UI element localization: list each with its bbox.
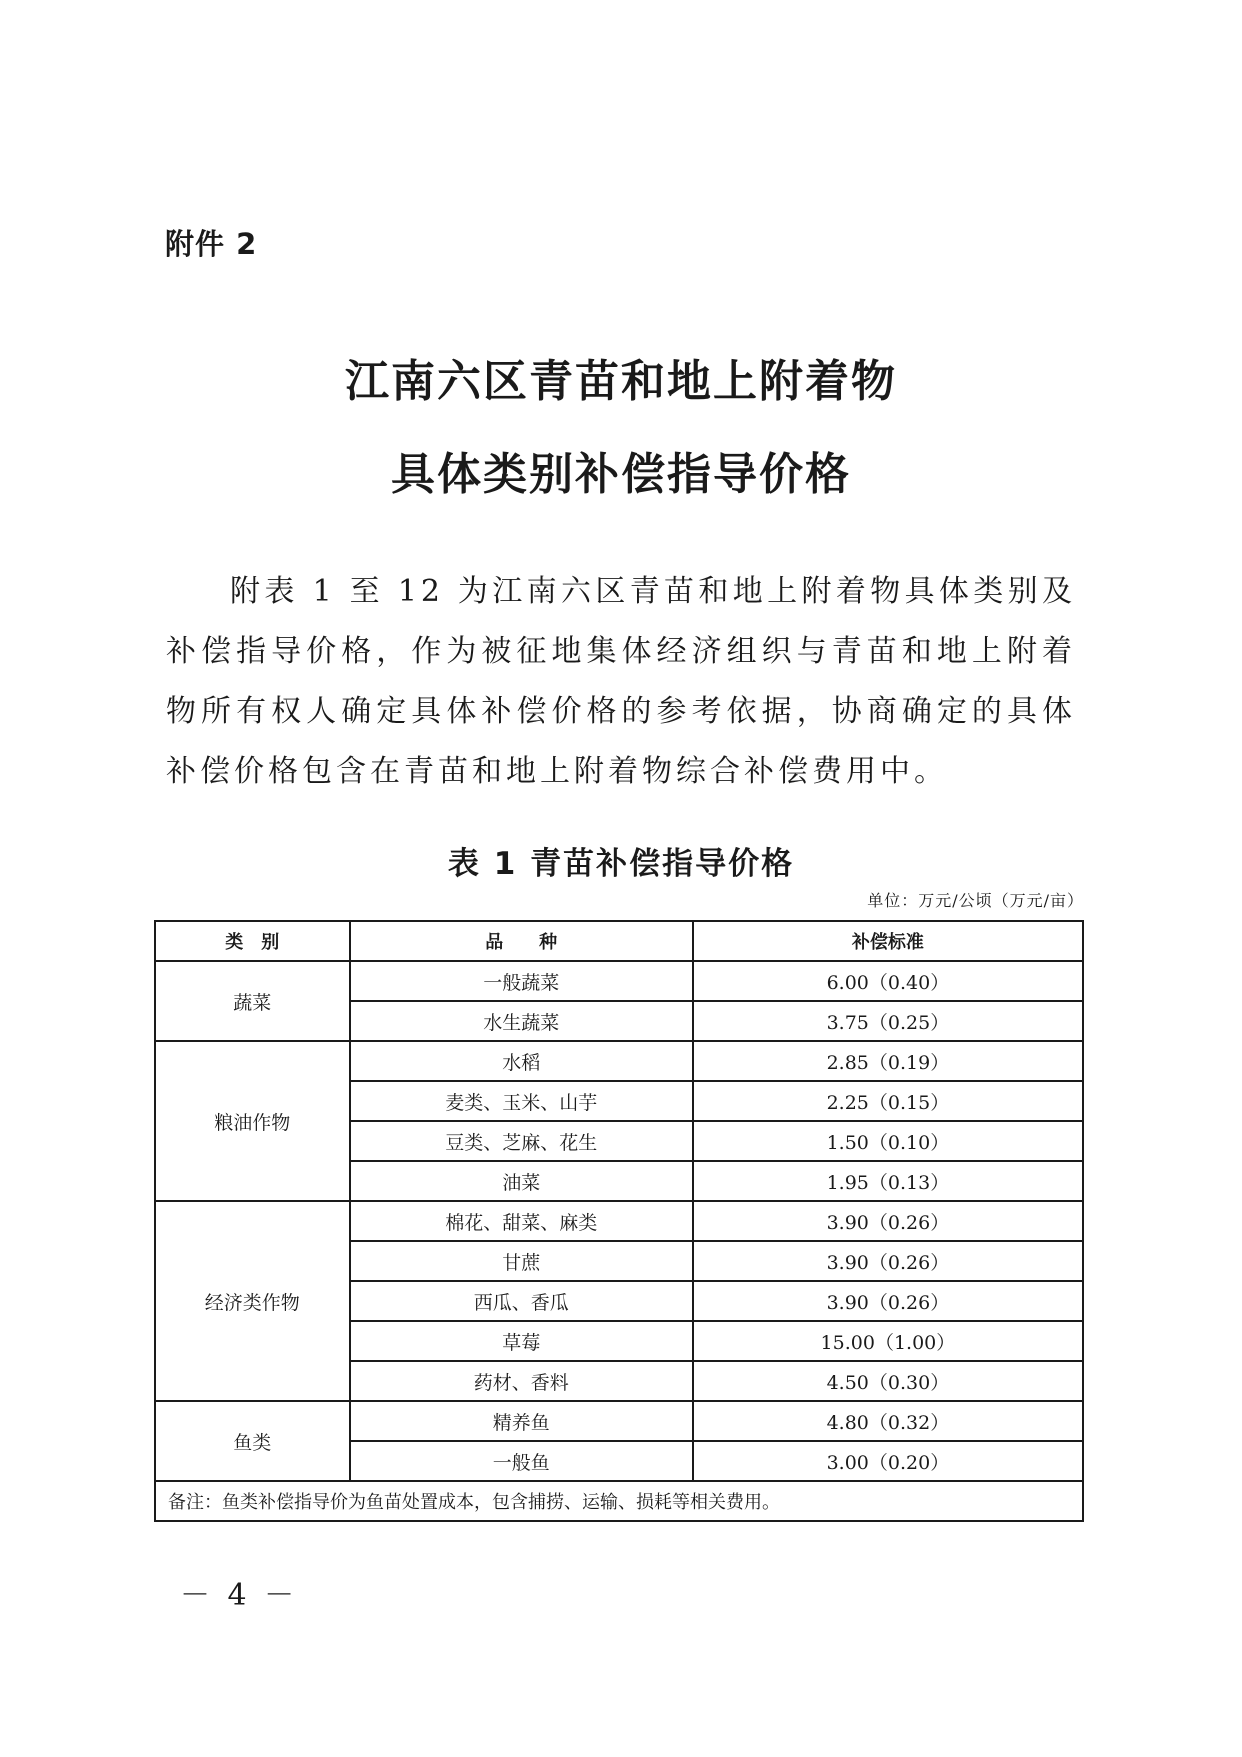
variety-cell: 药材、香料	[350, 1361, 693, 1401]
standard-cell: 3.00（0.20）	[693, 1441, 1083, 1481]
variety-cell: 水稻	[350, 1041, 693, 1081]
table-row	[155, 1201, 1083, 1241]
table-title: 表 1 青苗补偿指导价格	[447, 846, 795, 882]
standard-cell: 3.90（0.26）	[693, 1281, 1083, 1321]
table-header-row	[155, 921, 1083, 961]
variety-cell: 一般鱼	[350, 1441, 693, 1481]
header-standard: 补偿标准	[693, 921, 1083, 961]
table-row	[155, 961, 1083, 1001]
standard-cell: 3.90（0.26）	[693, 1201, 1083, 1241]
standard-cell: 1.95（0.13）	[693, 1161, 1083, 1201]
page-number: － 4 －	[180, 1578, 299, 1613]
variety-cell: 甘蔗	[350, 1241, 693, 1281]
attachment-label: 附件 2	[165, 227, 258, 261]
table-note-row	[155, 1481, 1083, 1521]
variety-cell: 麦类、玉米、山芋	[350, 1081, 693, 1121]
table-unit: 单位：万元/公顷（万元/亩）	[867, 891, 1084, 910]
header-category: 类 别	[155, 921, 350, 961]
intro-paragraph: 附表 1 至 12 为江南六区青苗和地上附着物具体类别及补偿指导价格，作为被征地集体经济组织与青苗和地上附着物所有权人确定具体补偿价格的参考依据，协商确定的具体补偿价格包含在青苗和地上附着物综合补偿费用中。	[166, 574, 1076, 789]
standard-cell: 1.50（0.10）	[693, 1121, 1083, 1161]
table-note: 备注：鱼类补偿指导价为鱼苗处置成本，包含捕捞、运输、损耗等相关费用。	[155, 1481, 1083, 1521]
category-cell: 粮油作物	[155, 1041, 350, 1201]
document-title-line-2: 具体类别补偿指导价格	[391, 449, 851, 500]
standard-cell: 3.90（0.26）	[693, 1241, 1083, 1281]
category-cell: 蔬菜	[155, 961, 350, 1041]
header-variety: 品 种	[350, 921, 693, 961]
standard-cell: 3.75（0.25）	[693, 1001, 1083, 1041]
standard-cell: 6.00（0.40）	[693, 961, 1083, 1001]
variety-cell: 精养鱼	[350, 1401, 693, 1441]
category-cell: 经济类作物	[155, 1201, 350, 1401]
standard-cell: 4.80（0.32）	[693, 1401, 1083, 1441]
standard-cell: 4.50（0.30）	[693, 1361, 1083, 1401]
variety-cell: 棉花、甜菜、麻类	[350, 1201, 693, 1241]
table-row	[155, 1041, 1083, 1081]
variety-cell: 油菜	[350, 1161, 693, 1201]
standard-cell: 2.25（0.15）	[693, 1081, 1083, 1121]
variety-cell: 一般蔬菜	[350, 961, 693, 1001]
compensation-table	[154, 920, 1084, 1522]
variety-cell: 水生蔬菜	[350, 1001, 693, 1041]
variety-cell: 草莓	[350, 1321, 693, 1361]
category-cell: 鱼类	[155, 1401, 350, 1481]
variety-cell: 西瓜、香瓜	[350, 1281, 693, 1321]
standard-cell: 15.00（1.00）	[693, 1321, 1083, 1361]
variety-cell: 豆类、芝麻、花生	[350, 1121, 693, 1161]
document-title-line-1: 江南六区青苗和地上附着物	[345, 356, 897, 407]
standard-cell: 2.85（0.19）	[693, 1041, 1083, 1081]
table-row	[155, 1401, 1083, 1441]
